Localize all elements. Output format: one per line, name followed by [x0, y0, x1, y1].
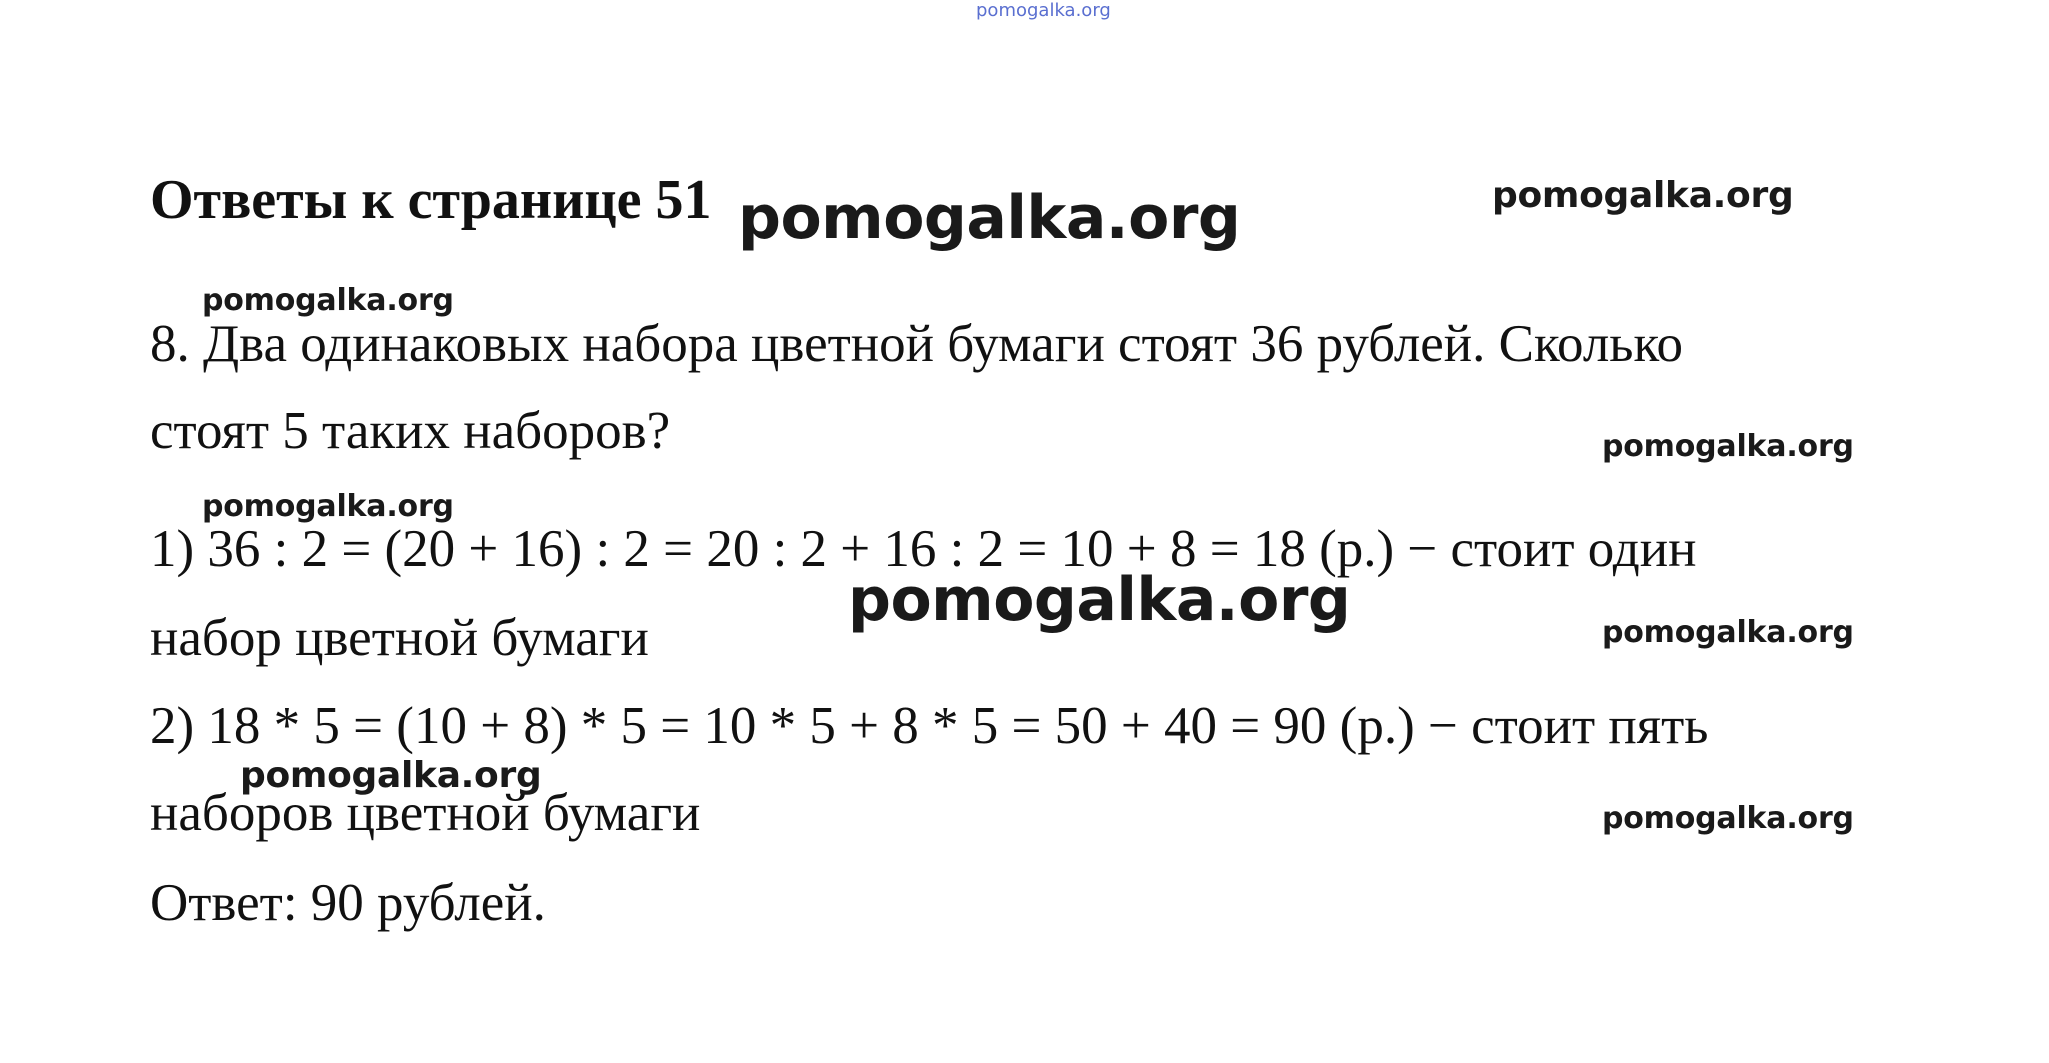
step1-line-2: набор цветной бумаги — [150, 609, 649, 667]
step1-watermark: pomogalka.org — [202, 489, 454, 524]
problem-text-line-2: стоят 5 таких наборов? — [150, 402, 671, 460]
center-watermark: pomogalka.org — [848, 565, 1351, 635]
right-watermark-3: pomogalka.org — [1602, 801, 1854, 836]
right-watermark-1: pomogalka.org — [1602, 429, 1854, 464]
step1-line-1: 1) 36 : 2 = (20 + 16) : 2 = 20 : 2 + 16 : 2 = 10 + 8 = 18 (р.) − стоит один — [150, 520, 1697, 578]
problem-text-line-1: 8. Два одинаковых набора цветной бумаги стоят 36 рублей. Сколько — [150, 315, 1684, 373]
page-title: Ответы к странице 51 — [150, 169, 712, 231]
problem-watermark: pomogalka.org — [202, 283, 454, 318]
right-watermark-2: pomogalka.org — [1602, 615, 1854, 650]
step2-line-1: 2) 18 * 5 = (10 + 8) * 5 = 10 * 5 + 8 * 5 = 50 + 40 = 90 (р.) − стоит пять — [150, 697, 1709, 755]
top-right-watermark: pomogalka.org — [1492, 175, 1794, 216]
top-watermark: pomogalka.org — [976, 0, 1111, 21]
answer-text: Ответ: 90 рублей. — [150, 874, 546, 932]
title-watermark: pomogalka.org — [738, 183, 1241, 253]
step2-line-2: наборов цветной бумаги — [150, 784, 701, 842]
step2-watermark: pomogalka.org — [240, 755, 542, 796]
